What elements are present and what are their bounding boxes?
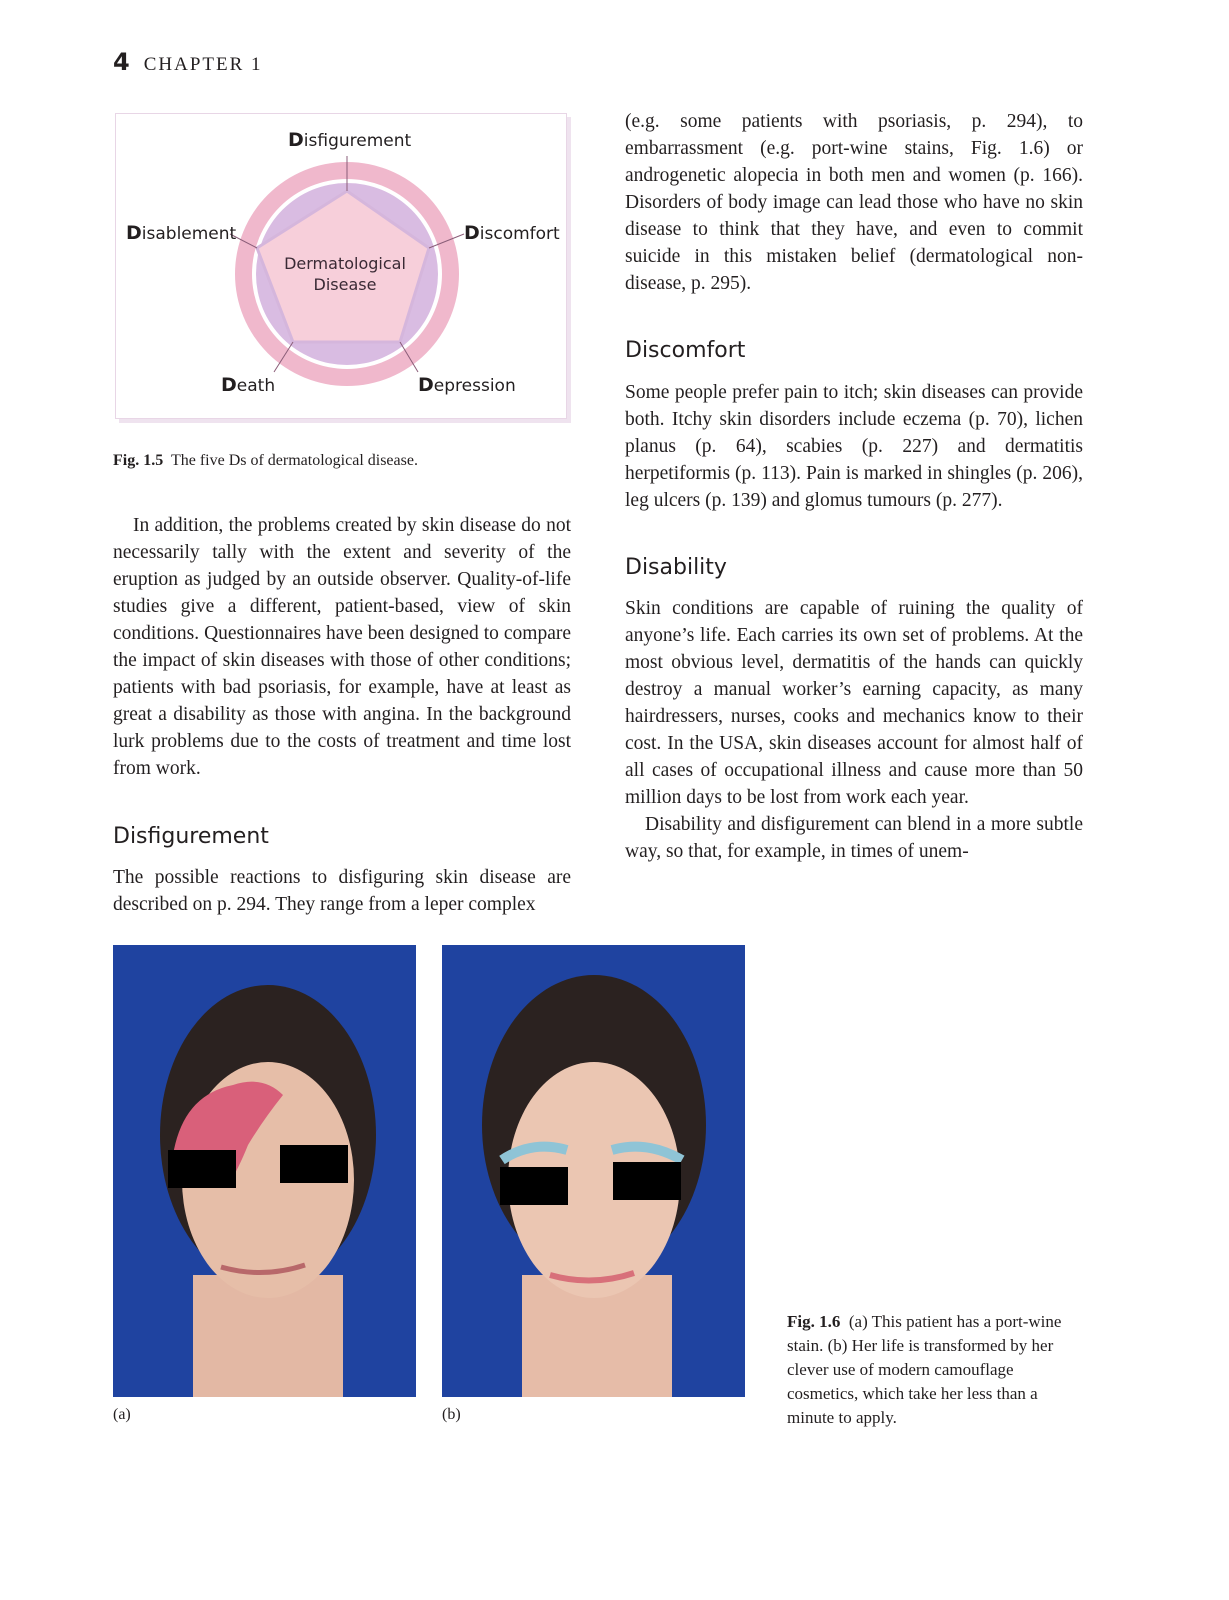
eye-bar-right xyxy=(613,1162,681,1200)
center-label-line2: Disease xyxy=(313,275,377,294)
right-para-discomfort: Some people prefer pain to itch; skin diseases can provide both. Itchy skin disorders include eczema (p. 70), lichen planus (p. 64), scabies (p. 227) and dermatitis herpetiformis (p. 113). Pain is marked in shingles (p. 206), leg ulcers (p. 139) and glomus tumours (p. 277). xyxy=(625,382,1083,511)
eye-bar-right xyxy=(280,1145,348,1183)
label-depression: Depression xyxy=(418,374,516,396)
chapter-label: CHAPTER 1 xyxy=(143,54,263,75)
right-para-disability-1: Skin conditions are capable of ruining the quality of anyone’s life. Each carries its own set of problems. At the most obvious level, dermatitis of the hands can quickly destroy a manual worker’s earning capacity, as many hairdressers, nurses, cooks and mechanics know to their cost. In the USA, skin diseases account for almost half of all cases of occupational illness and cause more than 50 million days to be lost from work each year. xyxy=(625,598,1083,808)
figure-1-6-caption xyxy=(787,1310,1077,1430)
right-para-1: (e.g. some patients with psoriasis, p. 294), to embarrassment (e.g. port-wine stains, Fig. 1.6) or androgenetic alopecia in both men and women (p. 166). Disorders of body image can lead those who have no skin disease to think that they have, and even to commit suicide in this mistaken belief (dermatological non-disease, p. 295). xyxy=(625,111,1083,294)
label-death: Death xyxy=(221,374,276,396)
five-ds-svg xyxy=(116,114,566,418)
heading-disfigurement: Disfigurement xyxy=(113,824,269,849)
center-label-line1: Dermatological xyxy=(284,254,406,273)
label-discomfort: Discomfort xyxy=(464,222,560,244)
figure-1-5-caption xyxy=(113,449,418,473)
page-number: 4 xyxy=(113,48,130,76)
photo-b-label: (b) xyxy=(442,1406,461,1423)
photo-a-label: (a) xyxy=(113,1406,131,1423)
figure-1-6-caption-text: (a) This patient has a port-wine stain. (b) Her life is transformed by her clever use of modern camouflage cosmetics, which take her less than a minute to apply. xyxy=(787,1312,1062,1427)
right-column xyxy=(625,108,1083,865)
label-disfigurement: Disfigurement xyxy=(288,129,412,151)
running-head xyxy=(113,48,263,76)
eye-bar-left xyxy=(168,1150,236,1188)
photo-a xyxy=(113,945,416,1397)
left-para-1: In addition, the problems created by skin disease do not necessarily tally with the extent and severity of the eruption as judged by an outside observer. Quality-of-life studies give a different, patient-based, view of skin conditions. Questionnaires have been designed to compare the impact of skin diseases with those of other conditions; patients with bad psoriasis, for example, have at least as great a disability as those with angina. In the background lurk problems due to the costs of treatment and time lost from work. xyxy=(113,515,571,779)
five-ds-diagram xyxy=(115,113,567,419)
figure-1-6-caption-label: Fig. 1.6 xyxy=(787,1312,841,1331)
heading-disability: Disability xyxy=(625,555,727,580)
left-para-2: The possible reactions to disfiguring skin disease are described on p. 294. They range from a leper complex xyxy=(113,867,571,915)
heading-discomfort: Discomfort xyxy=(625,338,746,363)
left-column xyxy=(113,512,571,918)
figure-1-5-caption-text: The five Ds of dermatological disease. xyxy=(170,452,418,469)
photo-b-illustration xyxy=(442,945,745,1397)
photo-a-illustration xyxy=(113,945,416,1397)
right-para-disability-2: Disability and disfigurement can blend in a more subtle way, so that, for example, in times of unem- xyxy=(625,814,1083,862)
photo-b xyxy=(442,945,745,1397)
figure-1-5-caption-label: Fig. 1.5 xyxy=(113,452,164,469)
eye-bar-left xyxy=(500,1167,568,1205)
label-disablement: Disablement xyxy=(126,222,237,244)
